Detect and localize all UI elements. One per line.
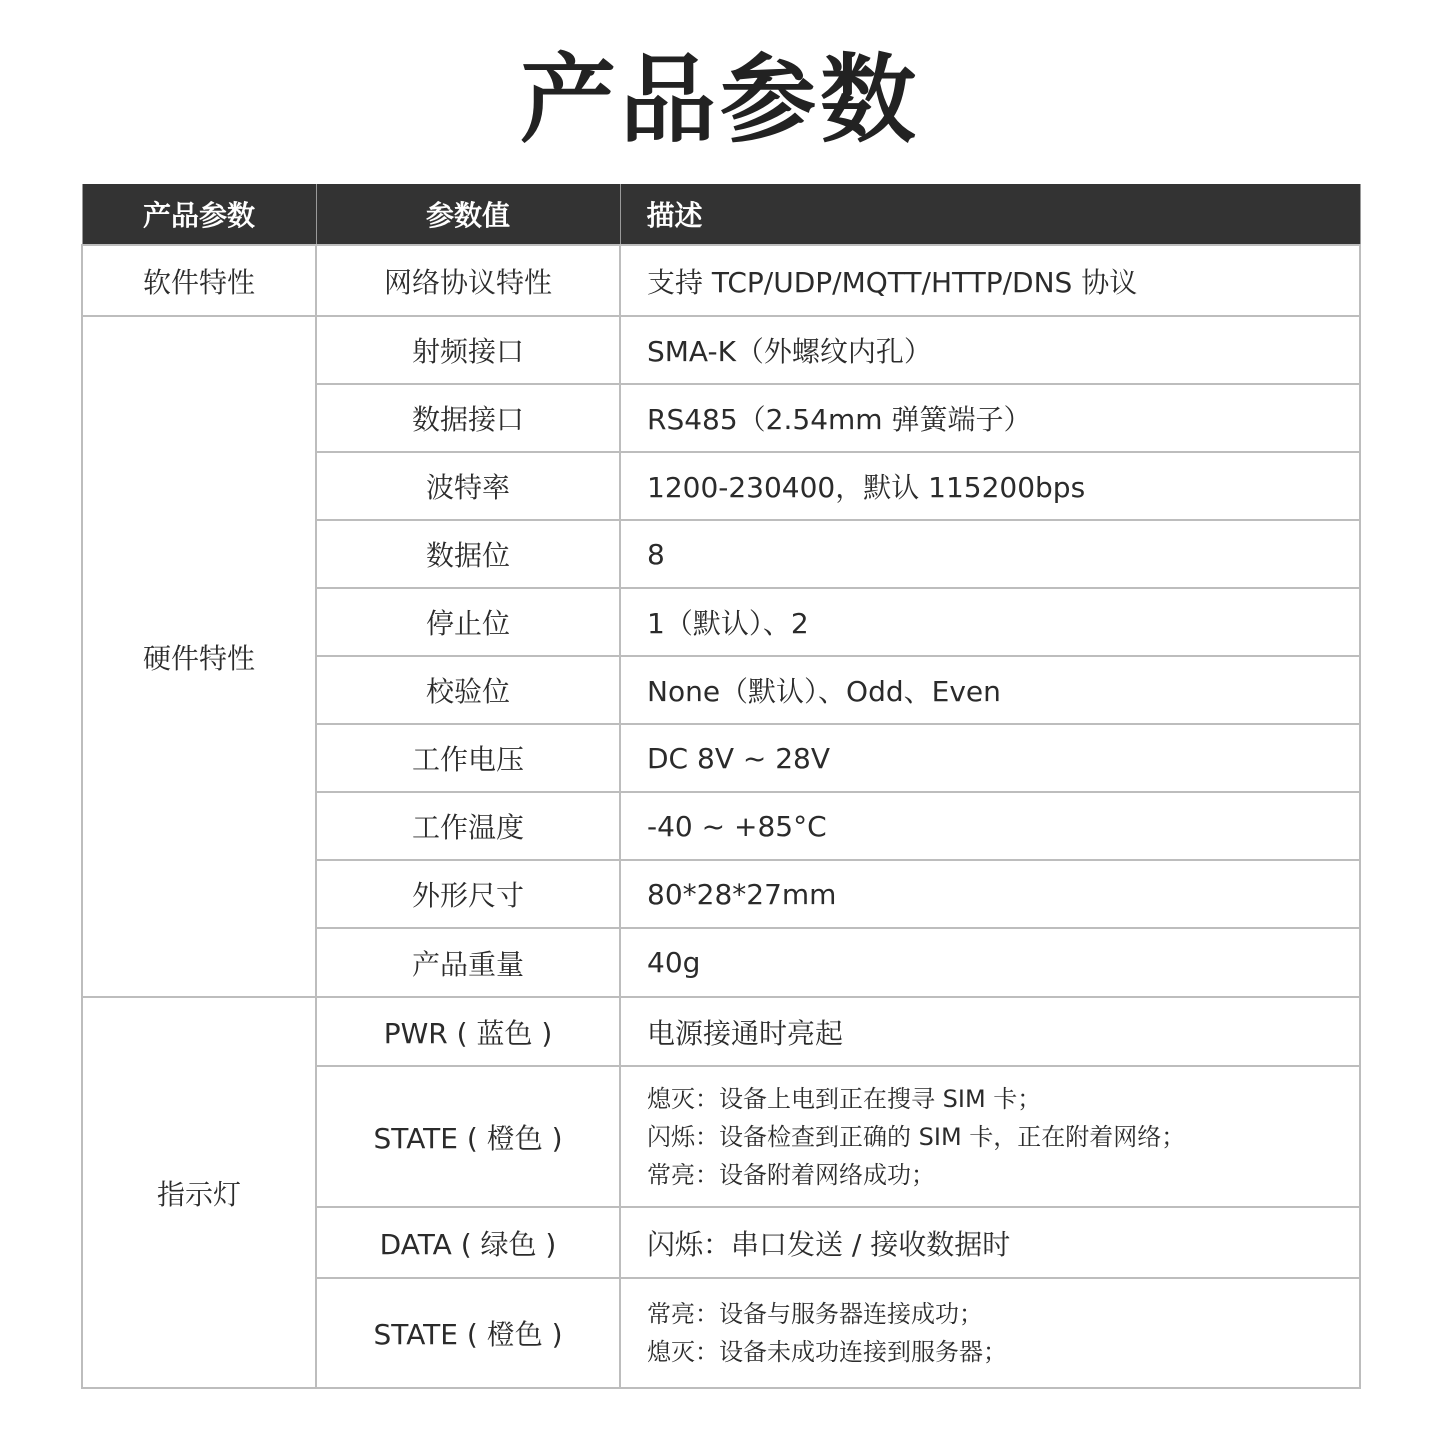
param-cell: PWR ( 蓝色 )	[316, 997, 620, 1066]
header-cell-description: 描述	[620, 184, 1360, 245]
group-cell-hardware: 硬件特性	[82, 316, 316, 997]
desc-line: 80*28*27mm	[647, 877, 837, 911]
group-cell-software: 软件特性	[82, 245, 316, 316]
desc-line: None（默认）、Odd、Even	[647, 675, 1001, 708]
page-title: 产品参数	[520, 44, 920, 156]
desc-cell	[620, 656, 1360, 724]
desc-line: 熄灭：设备未成功连接到服务器；	[647, 1338, 1007, 1366]
param-cell: 射频接口	[316, 316, 620, 384]
table-row	[82, 997, 1360, 1066]
desc-cell	[620, 724, 1360, 792]
parameter-table	[81, 184, 1361, 1389]
table-row	[82, 245, 1360, 316]
param-cell: 波特率	[316, 452, 620, 520]
desc-line: 1（默认）、2	[647, 607, 809, 640]
desc-cell	[620, 1066, 1360, 1207]
desc-line: 8	[647, 537, 665, 571]
param-cell: 校验位	[316, 656, 620, 724]
desc-line: 1200-230400，默认 115200bps	[647, 471, 1086, 504]
desc-cell	[620, 384, 1360, 452]
param-cell: 网络协议特性	[316, 245, 620, 316]
param-cell: 工作温度	[316, 792, 620, 860]
desc-cell	[620, 1207, 1360, 1278]
param-cell: 数据接口	[316, 384, 620, 452]
desc-line: 闪烁：串口发送 / 接收数据时	[647, 1227, 1011, 1261]
desc-line: -40 ~ +85°C	[647, 809, 827, 843]
desc-cell	[620, 860, 1360, 928]
desc-line: 40g	[647, 946, 701, 979]
param-cell: DATA ( 绿色 )	[316, 1207, 620, 1278]
desc-line: 闪烁：设备检查到正确的 SIM 卡，正在附着网络；	[647, 1122, 1186, 1151]
param-cell: STATE ( 橙色 )	[316, 1278, 620, 1388]
desc-cell	[620, 1278, 1360, 1388]
desc-cell	[620, 997, 1360, 1066]
desc-cell	[620, 452, 1360, 520]
desc-line: 常亮：设备与服务器连接成功；	[647, 1300, 983, 1328]
param-cell: 外形尺寸	[316, 860, 620, 928]
desc-line: DC 8V ~ 28V	[647, 741, 831, 775]
header-cell-category: 产品参数	[82, 184, 316, 245]
desc-cell	[620, 316, 1360, 384]
desc-line: 熄灭：设备上电到正在搜寻 SIM 卡；	[647, 1084, 1042, 1113]
desc-cell	[620, 245, 1360, 316]
desc-cell	[620, 928, 1360, 997]
param-cell: 工作电压	[316, 724, 620, 792]
desc-cell	[620, 588, 1360, 656]
desc-line: RS485（2.54mm 弹簧端子）	[647, 403, 1032, 436]
param-cell: 停止位	[316, 588, 620, 656]
desc-line: 常亮：设备附着网络成功；	[647, 1160, 935, 1189]
header-row	[82, 184, 1360, 245]
header-cell-value: 参数值	[316, 184, 620, 245]
desc-line: SMA-K（外螺纹内孔）	[647, 335, 932, 368]
param-cell: 产品重量	[316, 928, 620, 997]
param-cell: 数据位	[316, 520, 620, 588]
desc-cell	[620, 520, 1360, 588]
table-row	[82, 316, 1360, 384]
desc-line: 支持 TCP/UDP/MQTT/HTTP/DNS 协议	[647, 265, 1138, 299]
param-cell: STATE ( 橙色 )	[316, 1066, 620, 1207]
desc-cell	[620, 792, 1360, 860]
desc-line: 电源接通时亮起	[647, 1016, 844, 1050]
group-cell-indicator: 指示灯	[82, 997, 316, 1388]
